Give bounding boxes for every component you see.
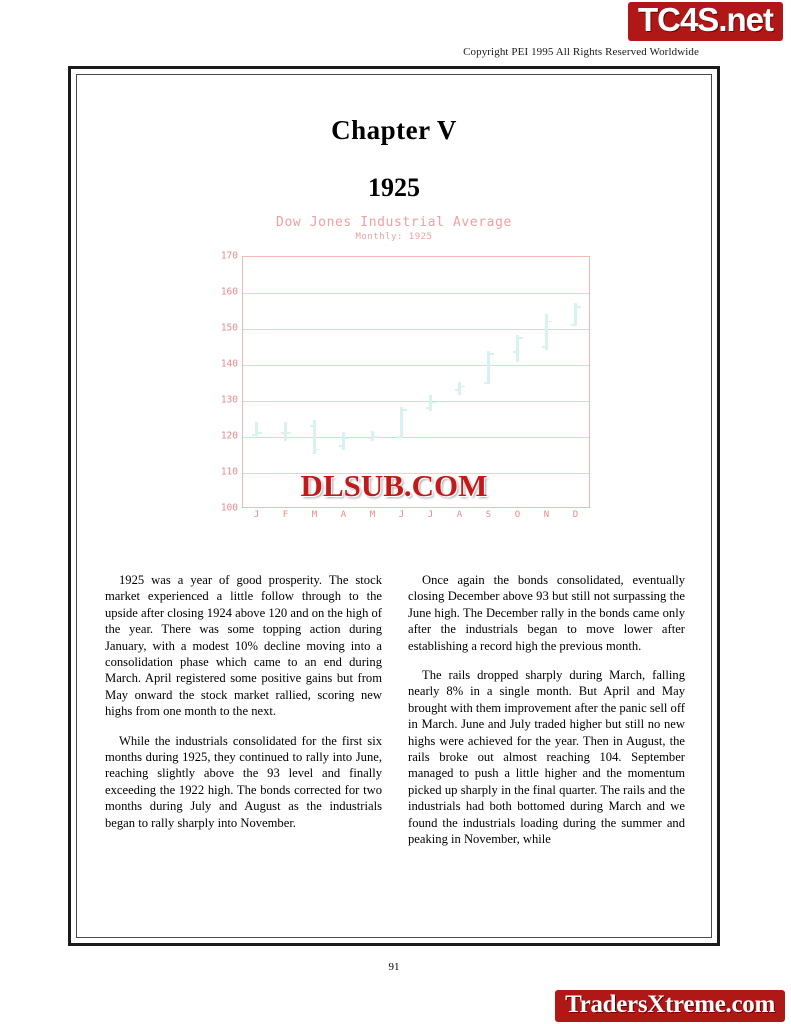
left-column [105,572,382,861]
chart-y-tick-label: 100 [220,502,238,514]
chart-container [77,215,711,520]
chart-open-tick [571,324,575,326]
page-number: 91 [388,961,400,973]
bottom-watermark-logo: TradersXtreme.com [555,990,785,1022]
paragraph: Once again the bonds consolidated, eventually closing December above 93 but still not surpassing the June high. The December rally in the bonds came only after the industrials began to move lower after establishing a record high the previous month. [408,573,685,653]
chart-x-tick-label: S [485,510,492,520]
chart-plot-area [194,250,594,520]
chart-open-tick [542,346,546,348]
chart-gridline [243,401,589,402]
chart-gridline [243,365,589,366]
chart-open-tick [368,438,372,440]
chart-open-tick [281,432,285,434]
chart-x-tick-label: M [369,510,376,520]
chart-open-tick [397,436,401,438]
copyright-notice: Copyright PEI 1995 All Rights Reserved Worldwide [463,46,699,58]
paragraph: 1925 was a year of good prosperity. The stock market experienced a little follow through to the upside after closing 1924 above 120 and on the high of the year. There was some topping action during January, with a modest 10% decline moving into a consolidation phase which came to an end during March. April registered some positive gains but from May onward the stock market rallied, scoring new highs from one month to the next. [105,573,383,719]
chart-x-tick-label: N [543,510,550,520]
chart-ohlc-bar [342,432,345,450]
chart-close-tick [316,449,320,451]
chart-x-tick-label: A [456,510,463,520]
chart-close-tick [490,353,494,355]
paragraph: The rails dropped sharply during March, falling nearly 8% in a single month. But April and May brought with them improvement after the panic sell off in March. June and July traded higher but still no new highs were achieved for the year. Then in August, the rails broke out almost reaching 104. September managed to push a little higher and the momentum picked up sharply in the final quarter. The rails and the industrials had both bottomed during March and we found the industrials loading during the summer and peaking in November, while [408,668,685,847]
chart-ohlc-bar [545,314,548,350]
chart-open-tick [513,351,517,353]
right-column [408,572,685,861]
chapter-title: Chapter V [331,115,457,145]
chart-open-tick [252,434,256,436]
chart-y-tick-label: 110 [220,466,238,478]
chart-close-tick [258,432,262,434]
chart-x-tick-label: J [398,510,405,520]
chart-ohlc-bar [516,335,519,362]
chart-open-tick [484,382,488,384]
chart-close-tick [403,409,407,411]
chart-open-tick [339,445,343,447]
chart-x-tick-label: O [514,510,521,520]
chart-y-tick-label: 140 [220,358,238,370]
chart-title: Dow Jones Industrial Average [276,215,512,230]
chart-gridline [243,437,589,438]
chart-close-tick [345,438,349,440]
chart-close-tick [461,386,465,388]
chart-close-tick [374,436,378,438]
chart-close-tick [432,402,436,404]
chart-close-tick [548,321,552,323]
chart-x-tick-label: F [282,510,289,520]
chapter-year: 1925 [368,173,420,202]
chart-gridline [243,293,589,294]
chart-gridline [243,329,589,330]
chart-close-tick [519,337,523,339]
page-frame [68,66,720,973]
chart-y-tick-label: 120 [220,430,238,442]
chart-close-tick [577,306,581,308]
top-watermark-logo: TC4S.net [628,2,783,41]
chart-x-tick-label: M [311,510,318,520]
chart-open-tick [426,407,430,409]
body-columns [105,572,685,861]
page-inner-border [76,74,712,973]
chart-x-tick-label: J [427,510,434,520]
overlay-watermark: DLSUB.COM [300,468,488,503]
chart-x-tick-label: D [572,510,579,520]
chart-x-tick-label: A [340,510,347,520]
chart-ohlc-bar [487,351,490,383]
chart-open-tick [310,425,314,427]
chart-x-tick-label: J [253,510,260,520]
chart-close-tick [287,432,291,434]
chart-y-tick-label: 160 [220,286,238,298]
chart-ohlc-bar [400,407,403,438]
chart-y-tick-label: 130 [220,394,238,406]
chart-y-tick-label: 150 [220,322,238,334]
chart-open-tick [455,389,459,391]
chart-subtitle: Monthly: 1925 [355,232,433,242]
paragraph: While the industrials consolidated for the first six months during 1925, they continued to rally into June, reaching slightly above the 93 level and finally exceeding the 1922 high. The bonds corrected for two months during July and August as the industrials began to rally sharply into November. [105,733,382,830]
chart-y-tick-label: 170 [220,250,238,262]
